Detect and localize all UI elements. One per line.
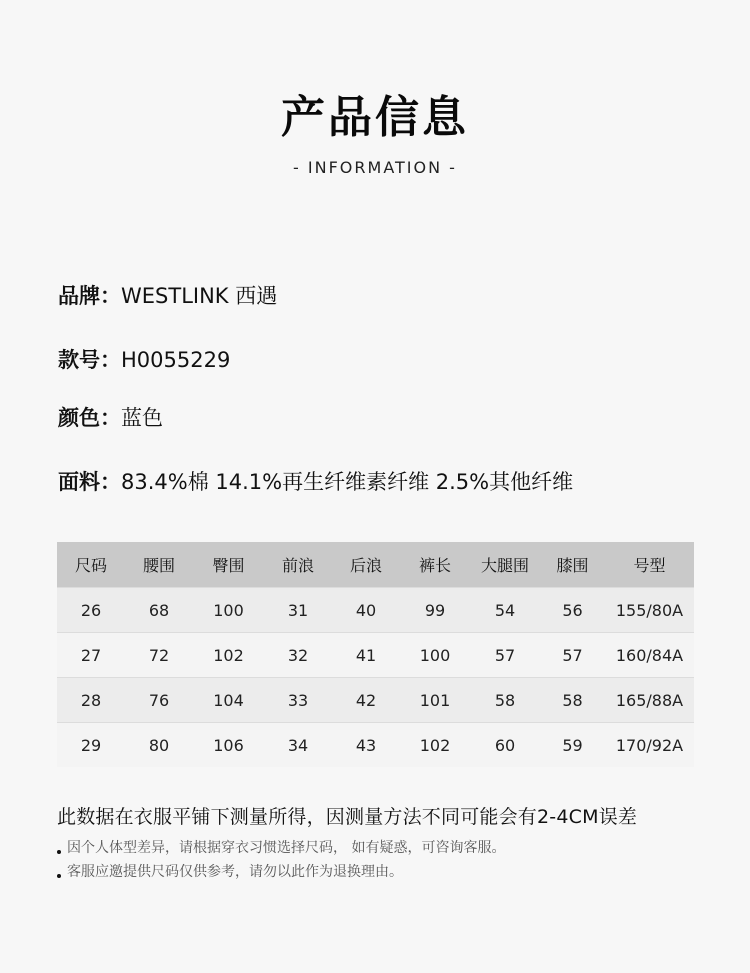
table-header-cell: 后浪: [332, 542, 400, 588]
table-cell: 33: [264, 678, 332, 723]
table-cell: 106: [193, 723, 264, 768]
table-cell: 58: [470, 678, 540, 723]
info-value: H0055229: [121, 348, 231, 372]
table-header-cell: 前浪: [264, 542, 332, 588]
bullet-dot-icon: [57, 850, 61, 854]
table-header-cell: 腰围: [125, 542, 193, 588]
info-key: 品牌：: [58, 284, 121, 308]
table-header-cell: 膝围: [540, 542, 605, 588]
table-cell: 99: [400, 588, 470, 633]
page-title: 产品信息: [281, 92, 469, 143]
table-header-cell: 臀围: [193, 542, 264, 588]
table-cell: 28: [57, 678, 125, 723]
table-cell: 57: [470, 633, 540, 678]
info-key: 面料：: [58, 470, 121, 494]
table-cell: 155/80A: [605, 588, 694, 633]
info-value: 83.4%棉 14.1%再生纤维素纤维 2.5%其他纤维: [121, 470, 574, 494]
table-row: [57, 633, 694, 678]
table-cell: 60: [470, 723, 540, 768]
table-cell: 100: [400, 633, 470, 678]
info-value: WESTLINK 西遇: [121, 284, 278, 308]
table-cell: 26: [57, 588, 125, 633]
table-cell: 29: [57, 723, 125, 768]
bullet-dot-icon: [57, 874, 61, 878]
list-item-text: 客服应邀提供尺码仅供参考，请勿以此作为退换理由。: [67, 864, 403, 880]
table-cell: 80: [125, 723, 193, 768]
disclaimer-list: [57, 836, 505, 884]
info-row-brand: [58, 280, 277, 310]
header: [0, 88, 750, 177]
list-item: [57, 860, 505, 884]
table-cell: 68: [125, 588, 193, 633]
table-cell: 31: [264, 588, 332, 633]
table-row: [57, 588, 694, 633]
table-cell: 102: [193, 633, 264, 678]
table-header-cell: 大腿围: [470, 542, 540, 588]
table-cell: 102: [400, 723, 470, 768]
info-value: 蓝色: [121, 406, 163, 430]
table-cell: 170/92A: [605, 723, 694, 768]
table-cell: 57: [540, 633, 605, 678]
table-cell: 40: [332, 588, 400, 633]
table-cell: 34: [264, 723, 332, 768]
table-cell: 59: [540, 723, 605, 768]
list-item: [57, 836, 505, 860]
list-item-text: 因个人体型差异，请根据穿衣习惯选择尺码， 如有疑惑，可咨询客服。: [67, 840, 506, 856]
table-cell: 41: [332, 633, 400, 678]
page-subtitle: - INFORMATION -: [293, 158, 457, 177]
table-cell: 27: [57, 633, 125, 678]
info-row-style-number: [58, 344, 230, 374]
table-cell: 56: [540, 588, 605, 633]
info-key: 款号：: [58, 348, 121, 372]
table-cell: 42: [332, 678, 400, 723]
info-row-color: [58, 402, 163, 432]
table-cell: 160/84A: [605, 633, 694, 678]
table-header-row: [57, 542, 694, 588]
table-header-cell: 号型: [605, 542, 694, 588]
table-cell: 76: [125, 678, 193, 723]
info-key: 颜色：: [58, 406, 121, 430]
table-header-cell: 裤长: [400, 542, 470, 588]
table-header-cell: 尺码: [57, 542, 125, 588]
table-cell: 72: [125, 633, 193, 678]
table-cell: 43: [332, 723, 400, 768]
size-table: [57, 542, 694, 767]
table-row: [57, 723, 694, 768]
table-cell: 165/88A: [605, 678, 694, 723]
table-row: [57, 678, 694, 723]
table-cell: 32: [264, 633, 332, 678]
table-cell: 104: [193, 678, 264, 723]
table-cell: 101: [400, 678, 470, 723]
measurement-note: 此数据在衣服平铺下测量所得，因测量方法不同可能会有2-4CM误差: [57, 806, 638, 828]
info-row-fabric: [58, 466, 573, 496]
table-cell: 100: [193, 588, 264, 633]
table-cell: 58: [540, 678, 605, 723]
table-cell: 54: [470, 588, 540, 633]
